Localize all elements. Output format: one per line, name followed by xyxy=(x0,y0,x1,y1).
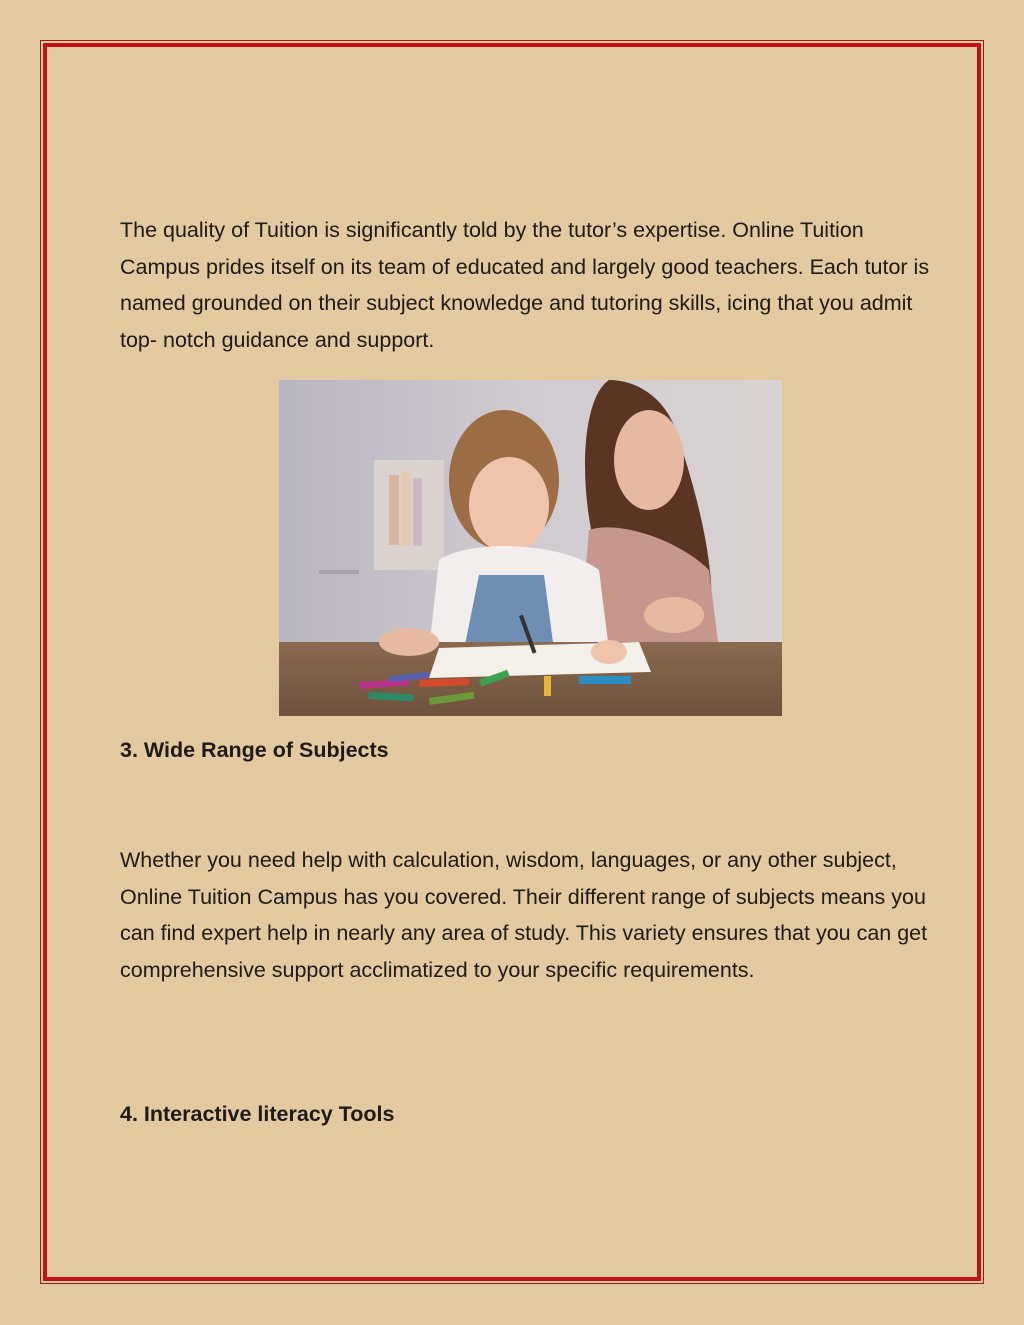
tutor-child-photo xyxy=(279,380,782,716)
intro-paragraph: The quality of Tuition is significantly told by the tutor’s expertise. Online Tuition Campus prides itself on its team of educated and largely good teachers. Each tutor is named grounded on their subject knowledge and tutoring skills, icing that you admit top- notch guidance and support. xyxy=(120,218,930,352)
section-3-paragraph: Whether you need help with calculation, wisdom, languages, or any other subject, Online Tuition Campus has you covered. Their different range of subjects means you can find expert help in nearly any area of study. This variety ensures that you can get comprehensive support acclimatized to your specific requirements. xyxy=(120,848,928,982)
section-4-heading: 4. Interactive literacy Tools xyxy=(120,1102,395,1126)
section-3-heading: 3. Wide Range of Subjects xyxy=(120,738,389,762)
photo-illustration xyxy=(279,380,782,716)
